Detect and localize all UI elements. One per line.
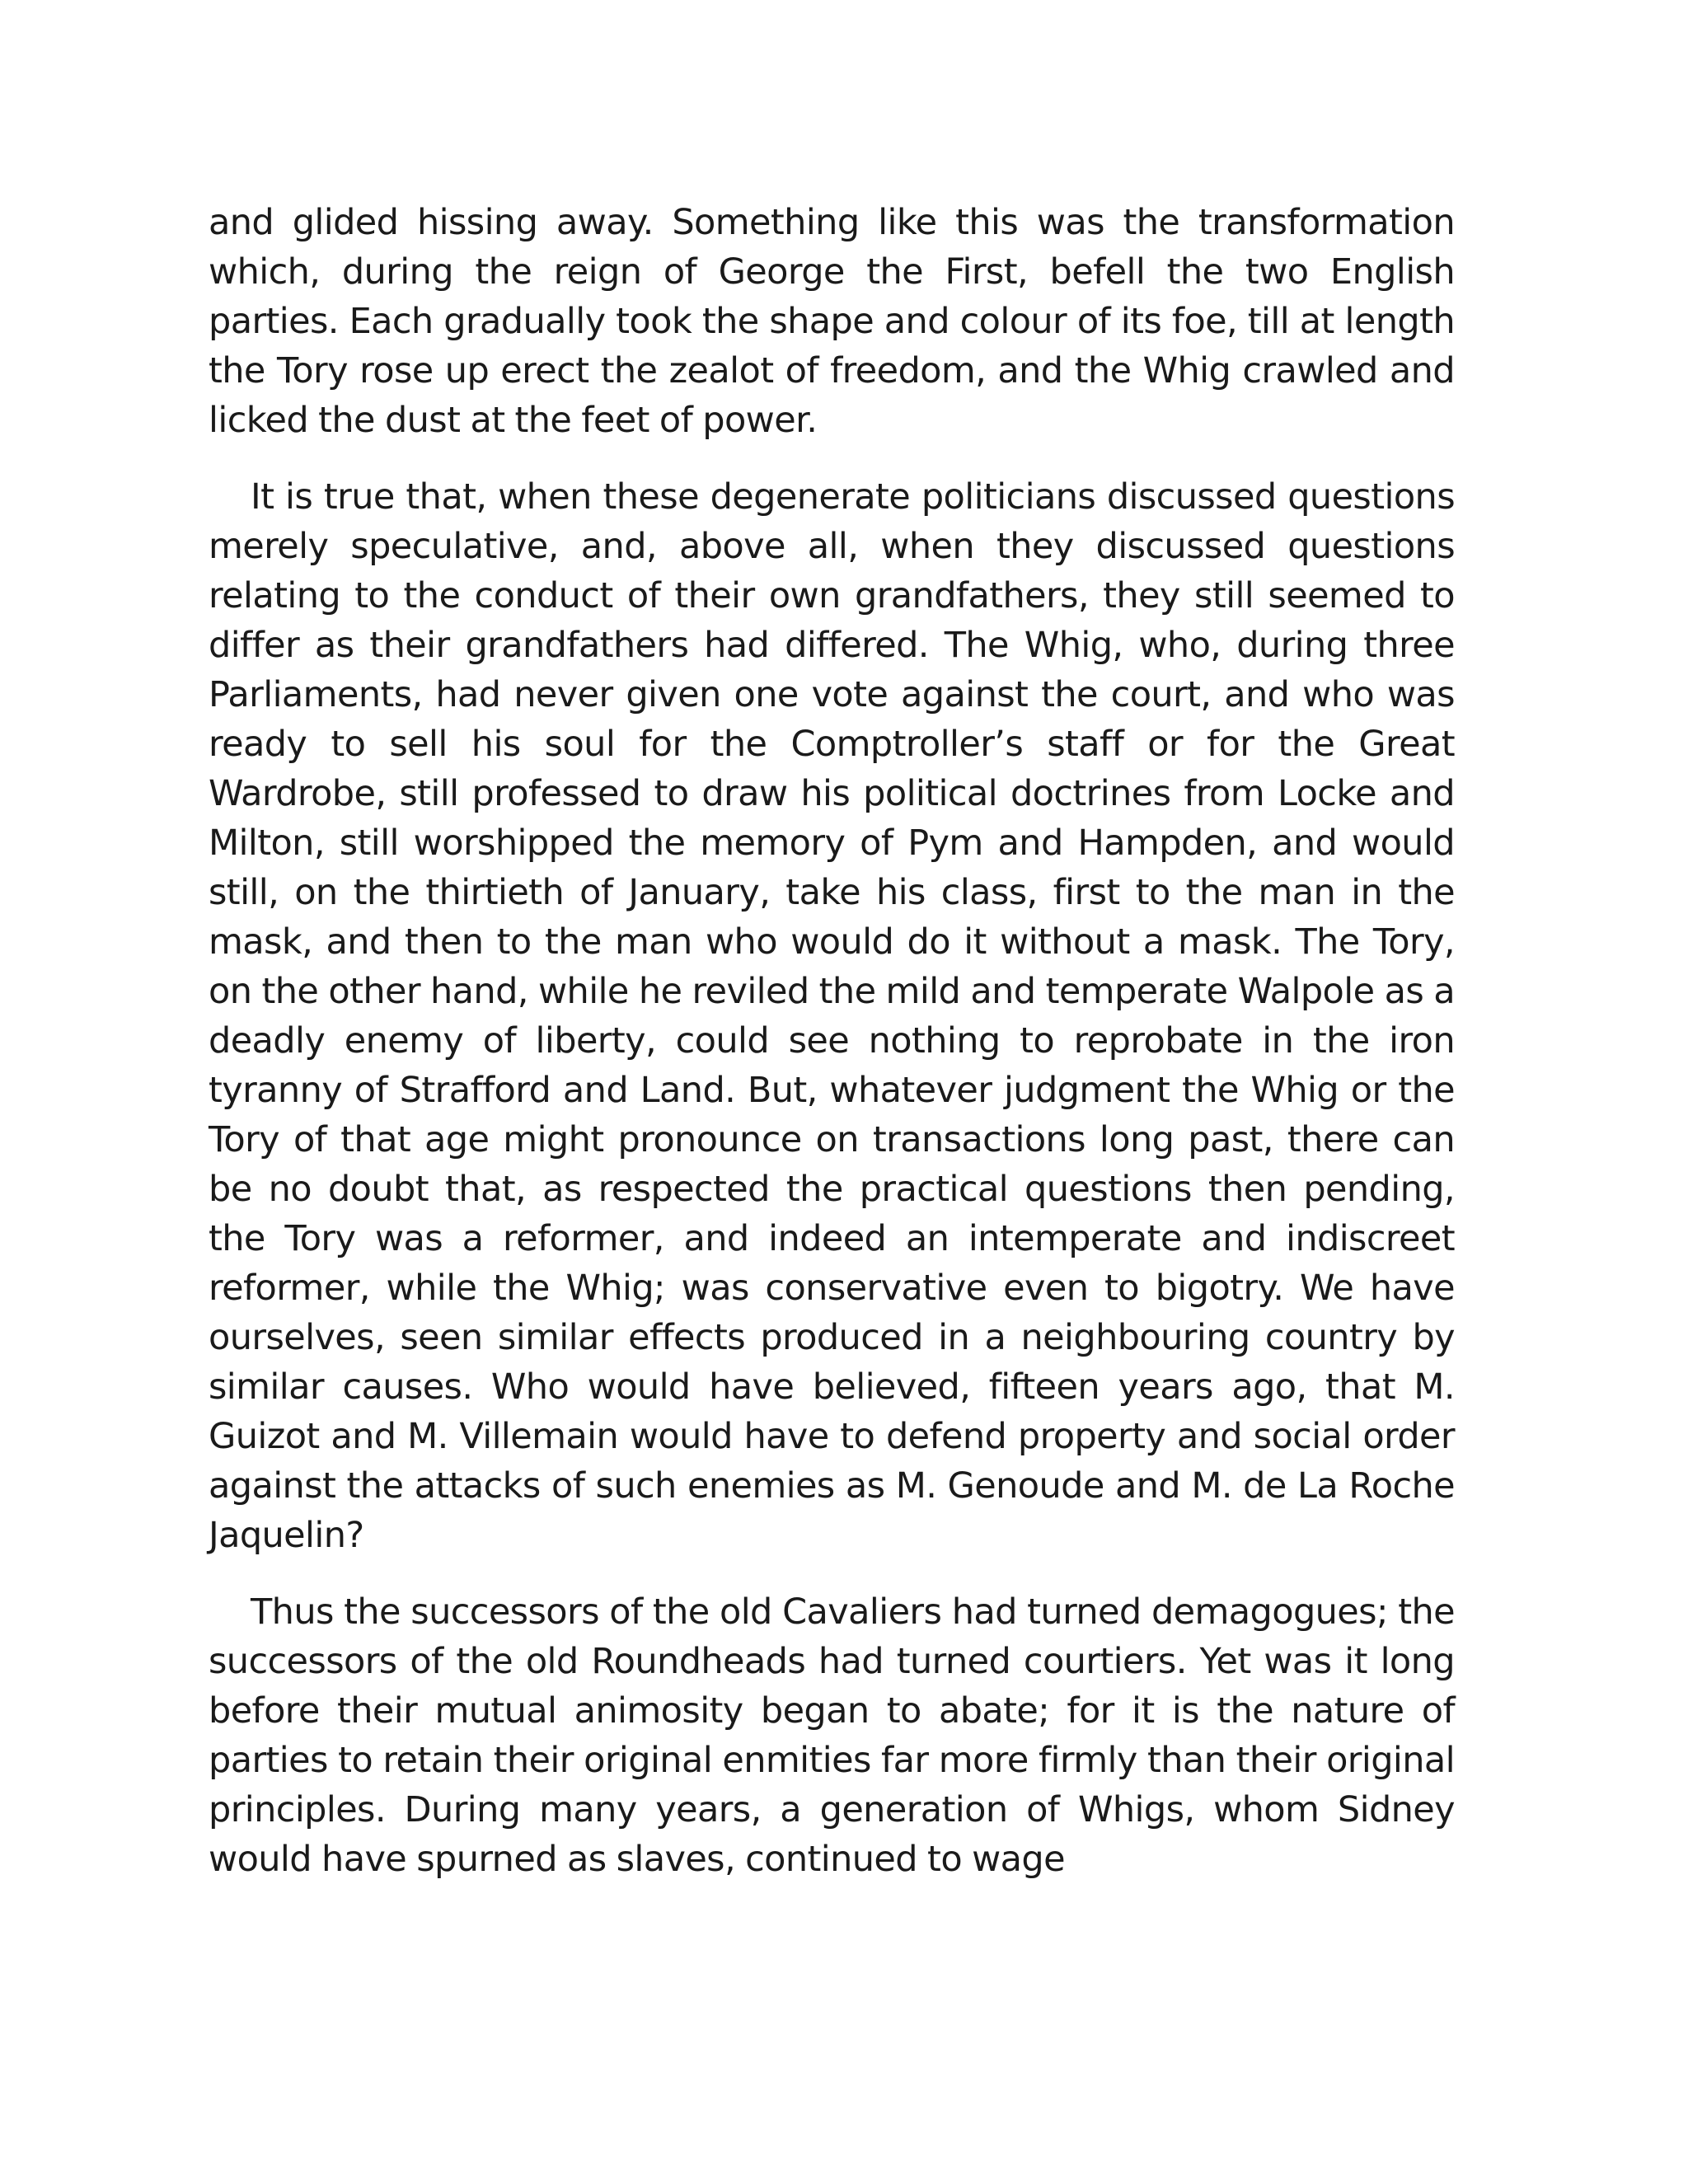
paragraph-2: It is true that, when these degenerate politicians discussed questions merely speculative, and, above all, when they discussed questions relating to the conduct of their own grandfathers, they still seemed to differ as their grandfathers had differed. The Whig, who, during three Parliaments, had never given one vote against the court, and who was ready to sell his soul for the Comptroller’s staff or for the Great Wardrobe, still professed to draw his political doctrines from Locke and Milton, still worshipped the memory of Pym and Hampden, and would still, on the thirtieth of January, take his class, first to the man in the mask, and then to the man who would do it without a mask. The Tory, on the other hand, while he reviled the mild and temperate Walpole as a deadly enemy of liberty, could see nothing to reprobate in the iron tyranny of Strafford and Land. But, whatever judgment the Whig or the Tory of that age might pronounce on transactions long past, there can be no doubt that, as respected the practical questions then pending, the Tory was a reformer, and indeed an intemperate and indiscreet reformer, while the Whig; was conservative even to bigotry. We have ourselves, seen similar effects produced in a neighbouring country by similar causes. Who would have believed, fifteen years ago, that M. Guizot and M. Villemain would have to defend property and social order against the attacks of such enemies as M. Genoude and M. de La Roche Jaquelin? xyxy=(209,476,1455,1556)
body-text xyxy=(209,198,1455,1884)
paragraph-3: Thus the successors of the old Cavaliers had turned demagogues; the successors of the old Roundheads had turned courtiers. Yet was it long before their mutual animosity began to abate; for it is the nature of parties to retain their original enmities far more firmly than their original principles. During many years, a generation of Whigs, whom Sidney would have spurned as slaves, continued to wage xyxy=(209,1591,1455,1880)
paragraph-1: and glided hissing away. Something like this was the transformation which, during the reign of George the First, befell the two English parties. Each gradually took the shape and colour of its foe, till at length the Tory rose up erect the zealot of freedom, and the Whig crawled and licked the dust at the feet of power. xyxy=(209,202,1455,441)
